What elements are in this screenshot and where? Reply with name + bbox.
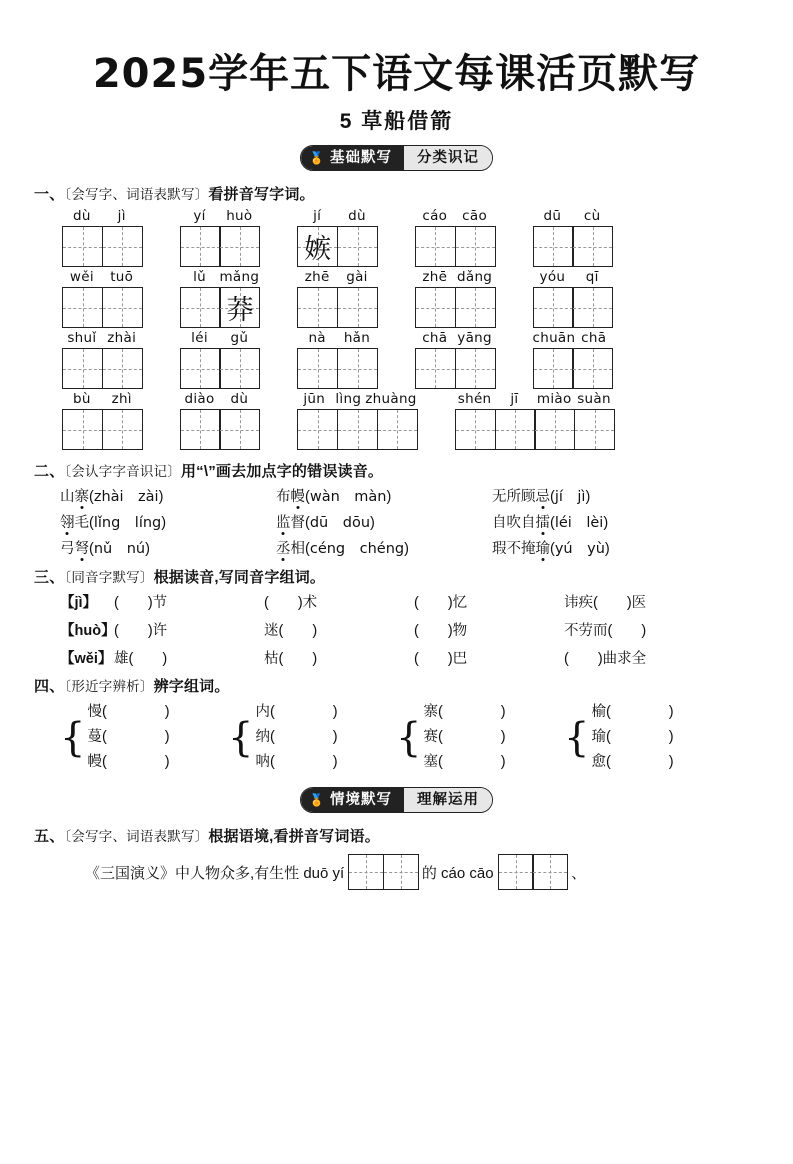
character-answer bbox=[181, 227, 220, 266]
pinyin-syllable: cāo bbox=[462, 208, 488, 224]
pinyin-word-group bbox=[62, 391, 142, 450]
pinyin-choice-item[interactable]: 丞相(céng chéng) bbox=[276, 541, 409, 557]
character-box-set bbox=[533, 226, 613, 267]
banner-left-context bbox=[301, 788, 404, 812]
banner-right-label: 理解运用 bbox=[404, 788, 492, 812]
pinyin-choice-row bbox=[60, 511, 793, 532]
character-answer bbox=[103, 410, 142, 449]
character-box-set bbox=[297, 409, 416, 450]
similar-char-group bbox=[60, 700, 228, 775]
homophone-blank-item[interactable]: ( )物 bbox=[414, 623, 468, 639]
question-1-grid bbox=[0, 208, 793, 450]
lesson-subtitle: 5 草船借箭 bbox=[339, 110, 454, 133]
pinyin-options[interactable]: lǐng líng bbox=[93, 515, 162, 531]
character-box[interactable] bbox=[102, 409, 143, 450]
pinyin-label bbox=[297, 208, 377, 224]
character-box[interactable] bbox=[102, 226, 143, 267]
character-answer: 嫉 bbox=[304, 234, 332, 265]
character-box-set bbox=[62, 226, 142, 267]
character-box-set bbox=[455, 409, 614, 450]
character-box[interactable] bbox=[574, 409, 615, 450]
pinyin-syllable: dù bbox=[230, 391, 249, 407]
pinyin-label bbox=[180, 391, 260, 407]
question-5-heading: 五、〔会写字、词语表默写〕根据语境,看拼音写词语。 bbox=[34, 828, 380, 845]
similar-char-item[interactable]: 愈( ) bbox=[591, 754, 674, 770]
character-box[interactable] bbox=[297, 348, 338, 389]
character-answer bbox=[496, 410, 535, 449]
character-answer bbox=[338, 410, 377, 449]
pinyin-word-group bbox=[533, 330, 613, 389]
pinyin-word-group bbox=[415, 330, 495, 389]
character-box[interactable] bbox=[62, 348, 103, 389]
pinyin-syllable: lǔ bbox=[193, 269, 206, 285]
similar-char-group bbox=[228, 700, 396, 775]
pinyin-choice-item[interactable]: 布幔(wàn màn) bbox=[276, 489, 392, 505]
character-box[interactable] bbox=[532, 854, 568, 890]
similar-char-item[interactable]: 纳( ) bbox=[255, 729, 338, 745]
banner-left-label: 情境默写 bbox=[329, 792, 392, 808]
pinyin-choice-item[interactable]: 无所顾忌(jí jì) bbox=[492, 489, 591, 505]
pinyin-choice-row bbox=[60, 537, 793, 558]
character-answer bbox=[298, 288, 337, 327]
character-box[interactable] bbox=[495, 409, 536, 450]
character-box[interactable] bbox=[572, 287, 613, 328]
character-answer bbox=[456, 227, 495, 266]
pinyin-syllable: shuǐ bbox=[67, 330, 97, 346]
character-box-set bbox=[180, 226, 260, 267]
question-4-heading: 四、〔形近字辨析〕辨字组词。 bbox=[34, 678, 230, 695]
pinyin-syllable: miào bbox=[536, 391, 572, 407]
worksheet-page bbox=[0, 42, 793, 1164]
pinyin-syllable: yóu bbox=[539, 269, 566, 285]
pinyin-choice-item[interactable]: 翎毛(lǐng líng) bbox=[60, 515, 167, 531]
character-answer bbox=[338, 227, 377, 266]
pinyin-label bbox=[533, 208, 613, 224]
pinyin-options[interactable]: zhài zài bbox=[93, 489, 159, 505]
character-box[interactable] bbox=[180, 409, 221, 450]
character-box[interactable] bbox=[455, 348, 496, 389]
homophone-blank-item[interactable]: ( )巴 bbox=[414, 651, 468, 667]
homophone-blank-item[interactable]: 枯( ) bbox=[264, 651, 318, 667]
character-answer bbox=[220, 349, 259, 388]
pinyin-syllable: mǎng bbox=[219, 269, 260, 285]
character-box[interactable] bbox=[337, 348, 378, 389]
banner-left-basic bbox=[301, 146, 404, 170]
character-box[interactable] bbox=[572, 226, 613, 267]
banner-right-label: 分类识记 bbox=[404, 146, 492, 170]
pinyin-syllable: cù bbox=[583, 208, 601, 224]
character-box-set bbox=[533, 287, 613, 328]
character-answer bbox=[534, 227, 573, 266]
pinyin-grid-row bbox=[0, 269, 793, 328]
pinyin-syllable: dū bbox=[543, 208, 562, 224]
character-box[interactable] bbox=[337, 409, 378, 450]
medal-icon: 🏅 bbox=[309, 793, 325, 807]
homophone-sound: 【wěi】 bbox=[60, 651, 113, 667]
character-box[interactable] bbox=[455, 287, 496, 328]
pinyin-syllable: léi bbox=[191, 330, 208, 346]
pinyin-label bbox=[180, 330, 260, 346]
character-answer bbox=[456, 349, 495, 388]
pinyin-label bbox=[297, 269, 377, 285]
pinyin-syllable: jūn bbox=[303, 391, 326, 407]
homophone-blank-item[interactable]: ( )忆 bbox=[414, 595, 468, 611]
character-box[interactable] bbox=[572, 348, 613, 389]
homophone-row bbox=[60, 591, 793, 612]
character-box[interactable] bbox=[455, 409, 496, 450]
question-5-body bbox=[0, 854, 793, 890]
character-box-set bbox=[180, 348, 260, 389]
character-box[interactable] bbox=[534, 409, 575, 450]
pinyin-word-group bbox=[533, 208, 613, 267]
pinyin-word-group bbox=[180, 330, 260, 389]
character-answer bbox=[573, 349, 612, 388]
pinyin-syllable: bù bbox=[73, 391, 91, 407]
pinyin-options[interactable]: céng chéng bbox=[309, 541, 405, 557]
character-box-set bbox=[533, 348, 613, 389]
character-answer bbox=[103, 288, 142, 327]
pinyin-word-group bbox=[180, 391, 260, 450]
character-answer bbox=[378, 410, 417, 449]
pinyin-options[interactable]: nǔ nú bbox=[93, 541, 146, 557]
pinyin-syllable: zhài bbox=[107, 330, 137, 346]
question-3-body bbox=[0, 591, 793, 668]
pinyin-word-group bbox=[62, 330, 142, 389]
similar-char-item[interactable]: 蔓( ) bbox=[87, 729, 170, 745]
character-box[interactable] bbox=[219, 348, 260, 389]
character-box[interactable] bbox=[62, 409, 103, 450]
word-text: 丞相 bbox=[276, 541, 305, 557]
pinyin-choice-item[interactable]: 瑕不掩瑜(yú yù) bbox=[492, 541, 610, 557]
character-box-set bbox=[62, 409, 142, 450]
pinyin-choice-item[interactable]: 弓弩(nǔ nú) bbox=[60, 541, 150, 557]
pinyin-label bbox=[415, 330, 495, 346]
section-banner-basic bbox=[0, 145, 793, 171]
character-box[interactable] bbox=[219, 287, 260, 328]
pinyin-syllable: diào bbox=[184, 391, 215, 407]
pinyin-syllable: huò bbox=[226, 208, 253, 224]
pinyin-word-group bbox=[180, 208, 260, 267]
context-sentence-part-1: 《三国演义》中人物众多,有生性 duō yí bbox=[85, 864, 345, 882]
character-box[interactable] bbox=[348, 854, 384, 890]
character-answer bbox=[181, 288, 220, 327]
page-title: 2025学年五下语文每课活页默写 bbox=[92, 51, 701, 97]
character-box-set bbox=[62, 348, 142, 389]
character-box[interactable] bbox=[377, 409, 418, 450]
character-box[interactable] bbox=[180, 348, 221, 389]
context-sentence-part-2: 的 cáo cāo bbox=[421, 864, 494, 882]
character-answer bbox=[416, 288, 455, 327]
character-box-set bbox=[180, 409, 260, 450]
character-answer bbox=[534, 288, 573, 327]
character-box[interactable] bbox=[383, 854, 419, 890]
character-box[interactable] bbox=[62, 226, 103, 267]
character-answer bbox=[416, 227, 455, 266]
character-answer bbox=[456, 288, 495, 327]
character-box[interactable] bbox=[297, 226, 338, 267]
pinyin-word-group bbox=[180, 269, 260, 328]
character-answer bbox=[181, 349, 220, 388]
homophone-sound: 【huò】 bbox=[60, 623, 116, 639]
brace-icon: { bbox=[60, 714, 86, 761]
word-text: 弓弩 bbox=[60, 541, 89, 557]
character-box[interactable] bbox=[62, 287, 103, 328]
character-box[interactable] bbox=[102, 287, 143, 328]
pinyin-syllable: zhuàng bbox=[365, 391, 417, 407]
pinyin-label bbox=[533, 330, 613, 346]
similar-char-item[interactable]: 幔( ) bbox=[87, 754, 170, 770]
word-text: 山寨 bbox=[60, 489, 89, 505]
pinyin-syllable: dù bbox=[348, 208, 366, 224]
pinyin-word-group bbox=[533, 269, 613, 328]
pinyin-syllable: jī bbox=[510, 391, 519, 407]
similar-char-item[interactable]: 榆( ) bbox=[591, 704, 674, 720]
character-box[interactable] bbox=[180, 226, 221, 267]
pinyin-grid-row bbox=[0, 330, 793, 389]
pinyin-label bbox=[62, 391, 142, 407]
pinyin-label bbox=[415, 208, 495, 224]
pinyin-syllable: chā bbox=[422, 330, 448, 346]
character-answer bbox=[534, 349, 573, 388]
word-text: 瑕不掩瑜 bbox=[492, 541, 550, 557]
word-text: 无所顾忌 bbox=[492, 489, 550, 505]
similar-char-group bbox=[564, 700, 732, 775]
homophone-blank-item[interactable]: ( )节 bbox=[114, 595, 168, 611]
character-answer bbox=[416, 349, 455, 388]
pinyin-syllable: dǎng bbox=[457, 269, 493, 285]
word-text: 监督 bbox=[276, 515, 305, 531]
pinyin-options[interactable]: dū dōu bbox=[309, 515, 371, 531]
character-answer bbox=[575, 410, 614, 449]
pinyin-syllable: jí bbox=[313, 208, 322, 224]
pinyin-options[interactable]: léi lèi bbox=[554, 515, 604, 531]
medal-icon: 🏅 bbox=[309, 151, 325, 165]
pinyin-choice-row bbox=[60, 485, 793, 506]
word-text: 自吹自擂 bbox=[492, 515, 550, 531]
homophone-blank-item[interactable]: 迷( ) bbox=[264, 623, 318, 639]
homophone-blank-item[interactable]: 雄( ) bbox=[114, 651, 168, 667]
pinyin-label bbox=[533, 269, 613, 285]
pinyin-word-group bbox=[297, 269, 377, 328]
character-answer bbox=[573, 227, 612, 266]
character-answer bbox=[338, 288, 377, 327]
pinyin-word-group bbox=[415, 208, 495, 267]
pinyin-options[interactable]: jí jì bbox=[554, 489, 586, 505]
pinyin-label bbox=[415, 269, 495, 285]
question-4-body bbox=[0, 700, 793, 775]
character-box[interactable] bbox=[533, 348, 574, 389]
pinyin-label bbox=[180, 208, 260, 224]
homophone-row bbox=[60, 647, 793, 668]
pinyin-syllable: gǔ bbox=[230, 330, 249, 346]
similar-char-item[interactable]: 内( ) bbox=[255, 704, 338, 720]
character-answer: 莽 bbox=[226, 295, 254, 326]
character-answer bbox=[573, 288, 612, 327]
pinyin-syllable: lìng bbox=[335, 391, 362, 407]
pinyin-word-group bbox=[297, 330, 377, 389]
character-answer bbox=[456, 410, 495, 449]
similar-char-item[interactable]: 瑜( ) bbox=[591, 729, 674, 745]
character-answer bbox=[298, 410, 337, 449]
character-box-set bbox=[415, 287, 495, 328]
character-box[interactable] bbox=[337, 226, 378, 267]
pinyin-grid-row bbox=[0, 391, 793, 450]
character-box[interactable] bbox=[533, 226, 574, 267]
character-box[interactable] bbox=[219, 226, 260, 267]
character-answer bbox=[181, 410, 220, 449]
similar-char-group bbox=[396, 700, 564, 775]
character-box-set bbox=[297, 287, 377, 328]
character-box[interactable] bbox=[219, 409, 260, 450]
pinyin-label bbox=[62, 208, 142, 224]
brace-icon: { bbox=[396, 714, 422, 761]
pinyin-syllable: suàn bbox=[577, 391, 611, 407]
character-answer bbox=[220, 410, 259, 449]
character-box-set bbox=[180, 287, 260, 328]
character-box[interactable] bbox=[498, 854, 534, 890]
character-answer bbox=[298, 349, 337, 388]
pinyin-syllable: yí bbox=[193, 208, 206, 224]
pinyin-word-group bbox=[455, 391, 614, 450]
pinyin-label bbox=[180, 269, 260, 285]
pinyin-choice-item[interactable]: 山寨(zhài zài) bbox=[60, 489, 164, 505]
character-box-set bbox=[297, 348, 377, 389]
character-box-set-1 bbox=[348, 854, 418, 890]
pinyin-options[interactable]: yú yù bbox=[554, 541, 605, 557]
brace-icon: { bbox=[564, 714, 590, 761]
homophone-row bbox=[60, 619, 793, 640]
character-box[interactable] bbox=[415, 348, 456, 389]
pinyin-word-group bbox=[297, 391, 416, 450]
pinyin-syllable: dù bbox=[73, 208, 91, 224]
pinyin-syllable: hǎn bbox=[343, 330, 371, 346]
homophone-blank-item[interactable]: ( )许 bbox=[114, 623, 168, 639]
pinyin-choice-item[interactable]: 自吹自擂(léi lèi) bbox=[492, 515, 609, 531]
pinyin-syllable: zhì bbox=[111, 391, 132, 407]
pinyin-syllable: nà bbox=[308, 330, 326, 346]
pinyin-label bbox=[297, 391, 416, 407]
character-box[interactable] bbox=[415, 226, 456, 267]
homophone-blank-item[interactable]: ( )术 bbox=[264, 595, 318, 611]
character-answer bbox=[220, 227, 259, 266]
pinyin-syllable: jì bbox=[117, 208, 126, 224]
pinyin-syllable: cáo bbox=[422, 208, 448, 224]
character-answer bbox=[63, 288, 102, 327]
pinyin-word-group bbox=[62, 208, 142, 267]
character-box-set bbox=[415, 226, 495, 267]
pinyin-grid-row bbox=[0, 208, 793, 267]
pinyin-syllable: gài bbox=[346, 269, 368, 285]
pinyin-syllable: wěi bbox=[69, 269, 94, 285]
character-answer bbox=[103, 349, 142, 388]
similar-char-item[interactable]: 塞( ) bbox=[423, 754, 506, 770]
pinyin-syllable: qī bbox=[585, 269, 599, 285]
pinyin-label bbox=[62, 269, 142, 285]
character-answer bbox=[338, 349, 377, 388]
pinyin-word-group bbox=[415, 269, 495, 328]
question-1-heading: 一、〔会写字、词语表默写〕看拼音写字词。 bbox=[34, 186, 315, 203]
pinyin-syllable: tuō bbox=[110, 269, 134, 285]
character-box[interactable] bbox=[415, 287, 456, 328]
section-banner-context bbox=[0, 787, 793, 813]
character-box[interactable] bbox=[102, 348, 143, 389]
character-answer bbox=[63, 410, 102, 449]
similar-char-item[interactable]: 赛( ) bbox=[423, 729, 506, 745]
character-box-set bbox=[62, 287, 142, 328]
question-3-heading: 三、〔同音字默写〕根据读音,写同音字组词。 bbox=[34, 569, 326, 586]
context-sentence-part-3: 、 bbox=[571, 864, 587, 882]
pinyin-syllable: chuān bbox=[532, 330, 576, 346]
question-2-body bbox=[0, 485, 793, 558]
pinyin-label bbox=[455, 391, 614, 407]
pinyin-label bbox=[62, 330, 142, 346]
pinyin-label bbox=[297, 330, 377, 346]
question-2-heading: 二、〔会认字字音识记〕用“\”画去加点字的错误读音。 bbox=[34, 463, 384, 480]
character-box-set bbox=[297, 226, 377, 267]
homophone-sound: 【jì】 bbox=[60, 595, 98, 611]
character-answer bbox=[63, 349, 102, 388]
character-box-set bbox=[415, 348, 495, 389]
banner-left-label: 基础默写 bbox=[329, 150, 392, 166]
similar-char-item[interactable]: 寨( ) bbox=[423, 704, 506, 720]
word-text: 翎毛 bbox=[60, 515, 89, 531]
word-text: 布幔 bbox=[276, 489, 305, 505]
pinyin-word-group bbox=[297, 208, 377, 267]
character-box[interactable] bbox=[533, 287, 574, 328]
pinyin-syllable: zhē bbox=[304, 269, 330, 285]
character-answer bbox=[103, 227, 142, 266]
homophone-blank-item[interactable]: ( )曲求全 bbox=[564, 651, 647, 667]
character-answer bbox=[63, 227, 102, 266]
pinyin-options[interactable]: wàn màn bbox=[309, 489, 387, 505]
similar-char-item[interactable]: 呐( ) bbox=[255, 754, 338, 770]
pinyin-choice-item[interactable]: 监督(dū dōu) bbox=[276, 515, 375, 531]
homophone-blank-item[interactable]: 不劳而( ) bbox=[564, 623, 647, 639]
similar-char-item[interactable]: 慢( ) bbox=[87, 704, 170, 720]
character-answer bbox=[535, 410, 574, 449]
character-box[interactable] bbox=[297, 409, 338, 450]
pinyin-word-group bbox=[62, 269, 142, 328]
character-box[interactable] bbox=[297, 287, 338, 328]
pinyin-syllable: shén bbox=[457, 391, 492, 407]
brace-icon: { bbox=[228, 714, 254, 761]
pinyin-syllable: yāng bbox=[457, 330, 492, 346]
pinyin-syllable: chā bbox=[581, 330, 607, 346]
character-box[interactable] bbox=[337, 287, 378, 328]
homophone-blank-item[interactable]: 讳疾( )医 bbox=[564, 595, 647, 611]
character-box[interactable] bbox=[180, 287, 221, 328]
pinyin-syllable: zhē bbox=[422, 269, 448, 285]
character-box[interactable] bbox=[455, 226, 496, 267]
character-box-set-2 bbox=[498, 854, 568, 890]
